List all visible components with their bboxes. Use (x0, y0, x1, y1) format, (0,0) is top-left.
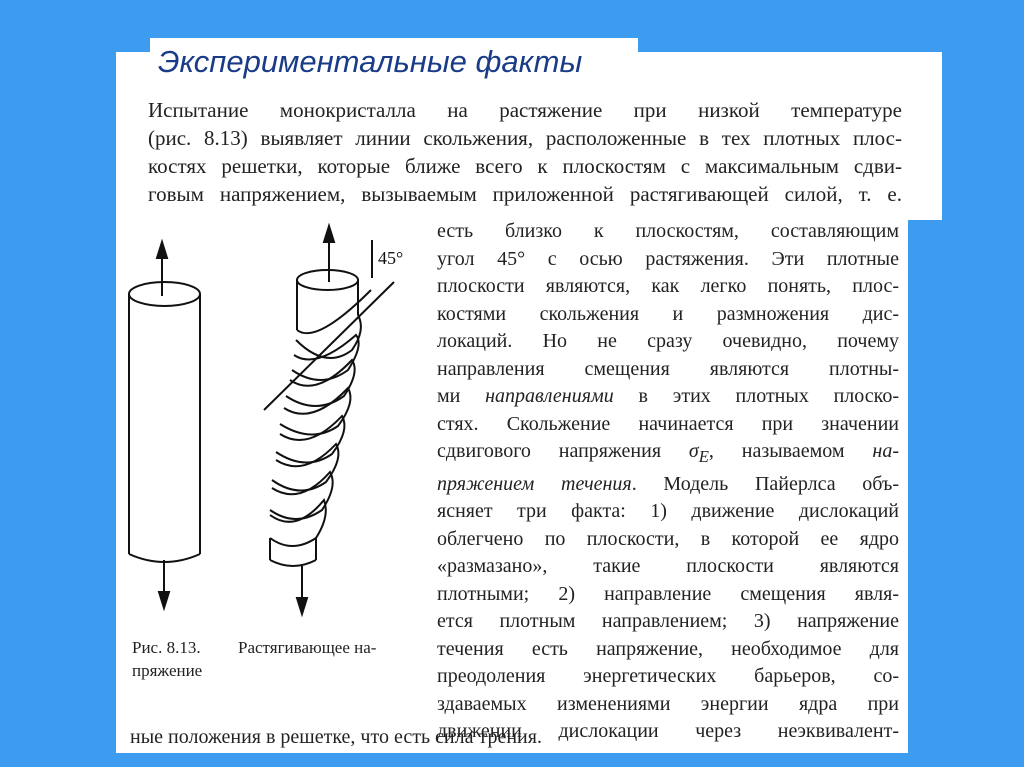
angle-label: 45° (378, 248, 404, 268)
body-line: плотными; 2) направление смещения явля- (437, 582, 899, 605)
body-line: течения есть напряжение, необходимое для (437, 637, 899, 660)
body-line: пряжением течения. Модель Пайерлса объ- (437, 472, 899, 495)
body-line: ясняет три факта: 1) движение дислокаций (437, 500, 899, 522)
body-line: угол 45° с осью растяжения. Эти плотные (437, 247, 899, 270)
term-directions: направлениями (485, 385, 614, 407)
body-line: здаваемых изменениями энергии ядра при (437, 692, 899, 715)
body-line: облегчено по плоскости, в которой ее ядро (437, 527, 899, 550)
body-line: «размазано», такие плоскости являются (437, 555, 899, 577)
tension-arrow-down-right (297, 566, 307, 614)
slide-title: Экспериментальные факты (158, 44, 583, 79)
slipped-cylinder (264, 270, 394, 566)
intro-line: (рис. 8.13) выявляет линии скольжения, расположенные в тех плотных плос- (148, 126, 902, 150)
body-line: плоскости являются, как легко понять, плос- (437, 275, 899, 297)
body-column (437, 218, 899, 746)
body-line: стях. Скольжение начинается при значении (437, 412, 899, 435)
intro-line: костях решетки, которые ближе всего к плоскостям с максимальным сдви- (148, 154, 902, 178)
caption-number: Рис. 8.13. (132, 638, 201, 657)
intro-line: говым напряжением, вызываемым приложенной растягивающей силой, т. е. (148, 182, 902, 206)
body-line: ется плотным направлением; 3) напряжение (437, 610, 899, 632)
body-line: ми направлениями в этих плотных плоско- (437, 385, 899, 407)
intro-paragraph (148, 96, 902, 208)
body-line: движении дислокации через неэквивалент- (437, 720, 899, 742)
tension-arrow-up-right (324, 226, 334, 282)
term-flow-stress: пряжением течения (437, 472, 632, 495)
figure-caption (132, 636, 432, 682)
sigma-symbol: σ (688, 440, 699, 462)
body-line: преодоления энергетических барьеров, со- (437, 665, 899, 687)
plain-cylinder (129, 282, 200, 562)
body-line: направления смещения являются плотны- (437, 357, 899, 380)
tension-arrow-up-left (157, 242, 167, 296)
caption-text: Растягивающее на- (238, 638, 377, 657)
body-line: костями скольжения и размножения дис- (437, 302, 899, 325)
tension-arrow-down-left (159, 560, 169, 608)
body-line: локаций. Но не сразу очевидно, почему (437, 330, 899, 352)
figure-8-13 (116, 220, 416, 630)
body-line: сдвигового напряжения $\sigma_E$, называемом на- (437, 440, 899, 466)
intro-line: Испытание монокристалла на растяжение при низкой температуре (148, 98, 902, 122)
closing-line: ные положения в решетке, что есть сила трения. (130, 726, 542, 748)
caption-text-cont: пряжение (132, 661, 203, 680)
body-line: есть близко к плоскостям, составляющим (437, 220, 899, 242)
